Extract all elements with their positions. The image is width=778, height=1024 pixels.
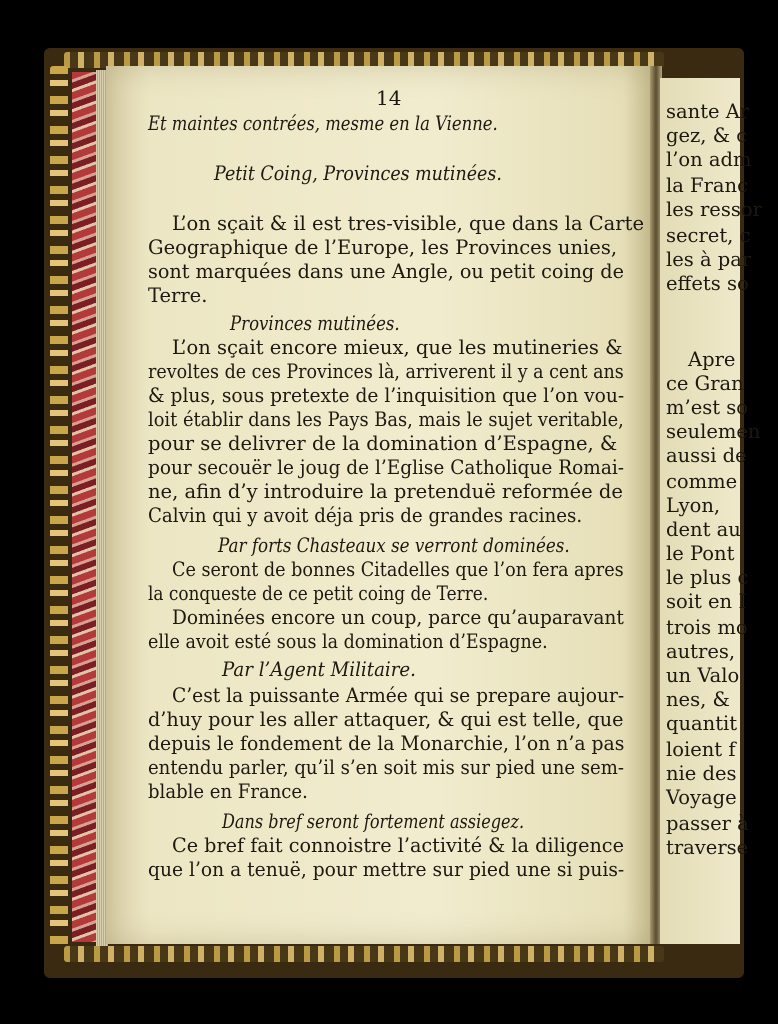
marbled-page-edge [72,72,96,942]
text-line: revoltes de ces Provinces là, arriverent il y a cent ans [148,360,624,383]
page-number: 14 [376,86,402,110]
text-line: Ce seront de bonnes Citadelles que l’on fera apres [172,558,624,581]
right-page-text-line: traverse [666,836,749,859]
right-page-text-line: passer à [666,812,749,835]
right-page-text-line: gez, & c [666,124,748,147]
right-page-text-line: le plus c [666,566,749,589]
right-page-text-line: l’on adm [666,148,752,171]
text-line: L’on sçait & il est tres-visible, que dans la Carte [172,212,645,235]
text-line: depuis le fondement de la Monarchie, l’on n’a pas [148,732,625,755]
right-page-text-line: m’est so [666,396,749,419]
text-line: L’on sçait encore mieux, que les mutineries & [172,336,623,359]
gilt-border-left [50,66,68,946]
right-page-text-line: nie des [666,762,737,785]
italic-heading-line: Petit Coing, Provinces mutinées. [214,162,502,185]
italic-heading-line: Et maintes contrées, mesme en la Vienne. [148,112,498,135]
right-page-text-line: autres, [666,640,736,663]
right-page [660,78,762,944]
italic-heading-line: Par forts Chasteaux se verront dominées. [218,534,570,557]
text-line: loit établir dans les Pays Bas, mais le sujet veritable, [148,408,624,431]
text-line: elle avoit esté sous la domination d’Espagne. [148,630,548,653]
right-page-text-line: la Franc [666,174,749,197]
right-page-text-line: aussi de [666,444,747,467]
right-page-text-line: ce Gran [666,372,744,395]
text-line: C’est la puissante Armée qui se prepare aujour- [172,684,625,707]
text-line: d’huy pour les aller attaquer, & qui est telle, que [148,708,624,731]
right-page-text-line: comme [666,470,738,493]
italic-heading-line: Par l’Agent Militaire. [222,658,416,681]
text-line: Dominées encore un coup, parce qu’auparavant [172,606,624,629]
right-page-text-line: quantit [666,712,738,735]
italic-heading-line: Dans bref seront fortement assiegez. [222,810,525,833]
right-page-text-line: dent au [666,518,741,541]
text-line: la conqueste de ce petit coing de Terre. [148,582,489,605]
right-page-text-line: Voyage [666,786,737,809]
text-line: pour se delivrer de la domination d’Espagne, & [148,432,618,455]
right-page-text-line: effets so [666,272,749,295]
right-page-text-line: les à par [666,248,752,271]
text-line: blable en France. [148,780,308,803]
italic-heading-line: Provinces mutinées. [230,312,400,335]
right-page-text-line: secret, c [666,224,751,247]
text-line: que l’on a tenuë, pour mettre sur pied une si puis- [148,858,625,881]
right-page-text-line: soit en I [666,590,747,613]
text-line: entendu parler, qu’il s’en soit mis sur pied une sem- [148,756,624,779]
gilt-border-bottom [64,946,664,962]
right-page-text-line: trois mo [666,616,748,639]
right-page-text-line: nes, & [666,688,730,711]
right-page-text-line: les ressor [666,198,762,221]
right-page-text-line: loient f [666,738,736,761]
right-page-text-line: le Pont [666,542,735,565]
text-line: pour secouër le joug de l’Eglise Catholique Romai- [148,456,625,479]
text-line: Calvin qui y avoit déja pris de grandes racines. [148,504,583,527]
text-line: Geographique de l’Europe, les Provinces unies, [148,236,618,259]
right-page-text-line: sante Ar [666,100,750,123]
right-page-text-line: seulemen [666,420,761,443]
right-page-text-line: Lyon, [666,494,721,517]
text-line: Terre. [148,284,208,307]
text-line: & plus, sous pretexte de l’inquisition que l’on vou- [148,384,625,407]
text-line: Ce bref fait connoistre l’activité & la diligence [172,834,624,857]
right-page-text-line: un Valo [666,664,740,687]
text-line: sont marquées dans une Angle, ou petit coing de [148,260,624,283]
right-page-text-line: Apre [688,348,736,371]
text-line: ne, afin d’y introduire la pretenduë reformée de [148,480,623,503]
